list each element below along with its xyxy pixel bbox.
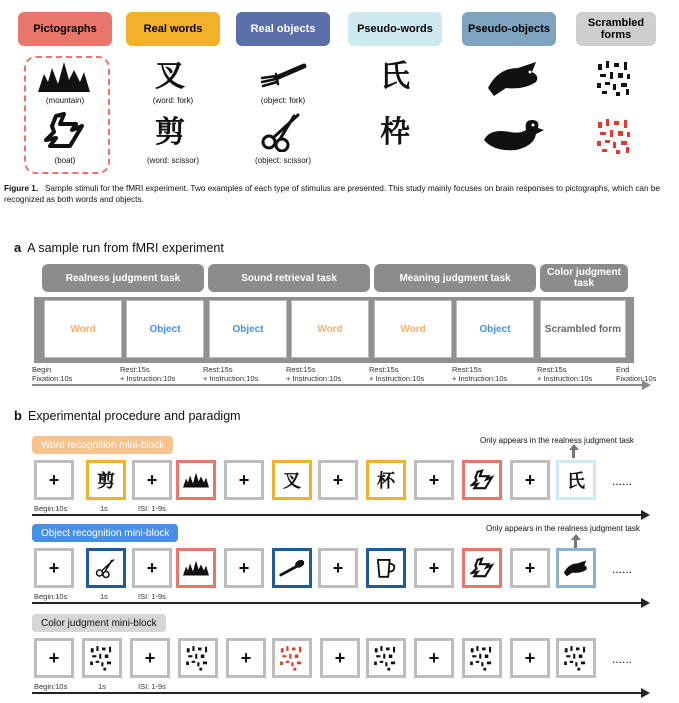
caption-boat: (boat) bbox=[54, 156, 76, 165]
word-seq-axis bbox=[32, 514, 642, 516]
cup-object-icon bbox=[375, 557, 397, 579]
header-real-words: Real words bbox=[126, 12, 220, 46]
word-seq-fixation-4: + bbox=[318, 460, 358, 500]
word-note-arrowhead bbox=[569, 444, 579, 450]
scrambled-form-black-icon bbox=[184, 644, 212, 672]
timeline-rest-1: Rest:15s + Instruction:10s bbox=[120, 365, 176, 383]
color-seq-stim-5 bbox=[462, 638, 502, 678]
word-seq-arrowhead bbox=[641, 510, 650, 520]
word-seq-ellipsis: ...... bbox=[612, 474, 633, 488]
scrambled-form-black-icon bbox=[468, 644, 496, 672]
object-seq-begin: Begin:10s bbox=[34, 592, 68, 601]
boat-pictograph-icon bbox=[470, 469, 494, 491]
word-seq-isi: ISI: 1-9s bbox=[138, 504, 166, 513]
object-seq-ellipsis: ...... bbox=[612, 562, 633, 576]
object-seq-fixation-1: + bbox=[34, 548, 74, 588]
object-note-arrowhead bbox=[571, 534, 581, 540]
caption-object-fork: (object: fork) bbox=[260, 96, 306, 105]
panel-a-time-axis bbox=[32, 384, 644, 386]
timeline-begin: Begin Fixation:10s bbox=[32, 365, 73, 383]
scissors-object-icon bbox=[95, 557, 117, 579]
scrambled-form-red-icon bbox=[278, 644, 306, 672]
scissors-object-icon bbox=[260, 112, 304, 152]
timeline-rest-4: Rest:15s + Instruction:10s bbox=[369, 365, 425, 383]
caption-word-scissor: (word: scissor) bbox=[146, 156, 199, 165]
pseudo-object-fish-icon bbox=[484, 58, 544, 98]
pseudo-object-fish-icon bbox=[562, 558, 590, 578]
figure-caption-text: Sample stimuli for the fMRI experiment. Two examples of each type of stimulus are presented. This study mainly focuses on brain responses to pictographs, which can be recognized as both words and objects. bbox=[4, 184, 660, 204]
object-seq-fixation-5: + bbox=[414, 548, 454, 588]
caption-object-scissor: (object: scissor) bbox=[254, 156, 311, 165]
spoon-object-icon bbox=[278, 558, 306, 578]
word-seq-fixation-3: + bbox=[224, 460, 264, 500]
timeline-rest-6: Rest:15s + Instruction:10s bbox=[537, 365, 593, 383]
panel-a-title: a A sample run from fMRI experiment bbox=[14, 240, 224, 255]
timeline-rest-5: Rest:15s + Instruction:10s bbox=[452, 365, 508, 383]
object-seq-stim-1 bbox=[86, 548, 126, 588]
object-seq-axis bbox=[32, 602, 642, 604]
word-seq-begin: Begin:10s bbox=[34, 504, 68, 513]
color-seq-fixation-2: + bbox=[130, 638, 170, 678]
task-meaning-judgment: Meaning judgment task bbox=[374, 264, 536, 292]
figure-caption bbox=[4, 183, 674, 205]
color-seq-axis bbox=[32, 692, 642, 694]
header-pictographs: Pictographs bbox=[18, 12, 112, 46]
color-seq-ellipsis: ...... bbox=[612, 652, 633, 666]
color-seq-fixation-4: + bbox=[320, 638, 360, 678]
task-color-judgment: Color judgment task bbox=[540, 264, 628, 292]
color-seq-duration: 1s bbox=[98, 682, 106, 691]
boat-pictograph-icon bbox=[470, 557, 494, 579]
run-block-3: Object bbox=[209, 300, 287, 358]
color-seq-stim-6 bbox=[556, 638, 596, 678]
mountain-pictograph-icon bbox=[36, 60, 92, 94]
timeline-rest-3: Rest:15s + Instruction:10s bbox=[286, 365, 342, 383]
timeline-end: End Fixation:10s bbox=[616, 365, 657, 383]
object-seq-stim-2 bbox=[176, 548, 216, 588]
object-miniblock-label: Object recognition mini-block bbox=[32, 524, 178, 542]
panel-a-axis-arrowhead bbox=[642, 380, 651, 390]
color-seq-stim-1 bbox=[82, 638, 122, 678]
timeline-rest-2: Rest:15s + Instruction:10s bbox=[203, 365, 259, 383]
word-scissor-glyph: 剪 bbox=[155, 115, 185, 150]
header-real-objects: Real objects bbox=[236, 12, 330, 46]
object-seq-stim-3 bbox=[272, 548, 312, 588]
scrambled-form-black-icon bbox=[562, 644, 590, 672]
word-seq-duration: 1s bbox=[100, 504, 108, 513]
fork-object-icon bbox=[258, 62, 308, 92]
word-seq-stim-2 bbox=[176, 460, 216, 500]
word-seq-fixation-5: + bbox=[414, 460, 454, 500]
word-seq-stim-4: 杯 bbox=[366, 460, 406, 500]
object-seq-stim-5 bbox=[462, 548, 502, 588]
caption-mountain: (mountain) bbox=[45, 96, 85, 105]
object-seq-fixation-3: + bbox=[224, 548, 264, 588]
word-seq-fixation-1: + bbox=[34, 460, 74, 500]
header-scrambled-forms: Scrambled forms bbox=[576, 12, 656, 46]
word-seq-stim-1: 剪 bbox=[86, 460, 126, 500]
object-seq-duration: 1s bbox=[100, 592, 108, 601]
run-block-6: Object bbox=[456, 300, 534, 358]
run-block-1: Word bbox=[44, 300, 122, 358]
word-miniblock-label: Word recognition mini-block bbox=[32, 436, 173, 454]
color-seq-stim-2 bbox=[178, 638, 218, 678]
run-block-7: Scrambled form bbox=[540, 300, 626, 358]
word-miniblock-note: Only appears in the realness judgment task bbox=[480, 436, 634, 445]
word-seq-stim-5 bbox=[462, 460, 502, 500]
run-block-2: Object bbox=[126, 300, 204, 358]
run-block-5: Word bbox=[374, 300, 452, 358]
boat-pictograph-icon bbox=[42, 112, 86, 150]
color-seq-fixation-1: + bbox=[34, 638, 74, 678]
object-seq-fixation-2: + bbox=[132, 548, 172, 588]
object-miniblock-note: Only appears in the realness judgment task bbox=[486, 524, 640, 533]
mountain-pictograph-icon bbox=[182, 559, 210, 577]
scrambled-form-black-icon bbox=[594, 58, 634, 98]
mountain-pictograph-icon bbox=[182, 471, 210, 489]
color-seq-isi: ISI: 1-9s bbox=[138, 682, 166, 691]
pseudo-object-duck-icon bbox=[480, 116, 546, 154]
task-sound-retrieval: Sound retrieval task bbox=[208, 264, 370, 292]
color-seq-arrowhead bbox=[641, 688, 650, 698]
color-seq-stim-3 bbox=[272, 638, 312, 678]
object-seq-fixation-6: + bbox=[510, 548, 550, 588]
color-seq-fixation-5: + bbox=[414, 638, 454, 678]
header-pseudo-words: Pseudo-words bbox=[348, 12, 442, 46]
color-seq-stim-4 bbox=[366, 638, 406, 678]
color-seq-fixation-3: + bbox=[226, 638, 266, 678]
object-seq-arrowhead bbox=[641, 598, 650, 608]
caption-word-fork: (word: fork) bbox=[152, 96, 194, 105]
object-seq-stim-4 bbox=[366, 548, 406, 588]
pseudo-word-glyph-2: 枠 bbox=[380, 115, 410, 150]
color-seq-begin: Begin:10s bbox=[34, 682, 68, 691]
object-seq-stim-6 bbox=[556, 548, 596, 588]
panel-b-title: b Experimental procedure and paradigm bbox=[14, 408, 241, 423]
color-seq-fixation-6: + bbox=[510, 638, 550, 678]
pseudo-word-glyph-1: 氏 bbox=[380, 59, 410, 94]
task-realness-judgment: Realness judgment task bbox=[42, 264, 204, 292]
figure-caption-label: Figure 1. bbox=[4, 184, 39, 193]
word-seq-stim-3: 叉 bbox=[272, 460, 312, 500]
header-pseudo-objects: Pseudo-objects bbox=[462, 12, 556, 46]
object-seq-fixation-4: + bbox=[318, 548, 358, 588]
run-block-4: Word bbox=[291, 300, 369, 358]
scrambled-form-black-icon bbox=[88, 644, 116, 672]
word-seq-fixation-6: + bbox=[510, 460, 550, 500]
scrambled-form-red-icon bbox=[594, 116, 634, 156]
scrambled-form-black-icon bbox=[372, 644, 400, 672]
word-fork-glyph: 叉 bbox=[155, 59, 185, 94]
color-miniblock-label: Color judgment mini-block bbox=[32, 614, 166, 632]
word-seq-fixation-2: + bbox=[132, 460, 172, 500]
object-seq-isi: ISI: 1-9s bbox=[138, 592, 166, 601]
word-seq-stim-6: 氏 bbox=[556, 460, 596, 500]
